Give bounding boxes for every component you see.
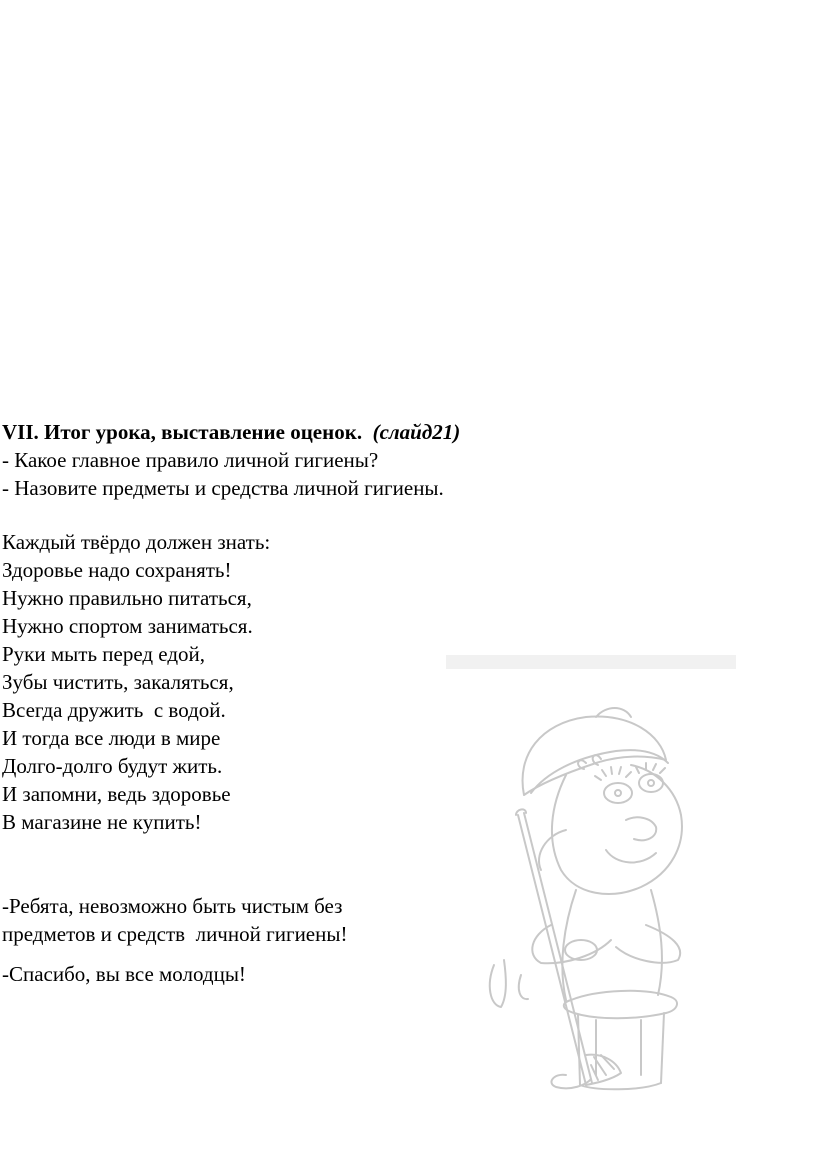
cartoon-illustration [446, 655, 736, 1105]
poem-line-7: Всегда дружить с водой. [2, 698, 226, 722]
section-heading [2, 418, 562, 446]
question-1: - Какое главное правило личной гигиены? [2, 448, 379, 472]
poem-line-11: В магазине не купить! [2, 810, 202, 834]
scan-strip [446, 655, 736, 669]
question-2: - Назовите предметы и средства личной гигиены. [2, 476, 444, 500]
closing-line-2: предметов и средств личной гигиены! [2, 922, 348, 946]
closing-line-1: -Ребята, невозможно быть чистым без [2, 894, 343, 918]
poem-line-6: Зубы чистить, закаляться, [2, 670, 234, 694]
poem-line-8: И тогда все люди в мире [2, 726, 221, 750]
poem-line-1: Каждый твёрдо должен знать: [2, 530, 271, 554]
thanks-line: -Спасибо, вы все молодцы! [2, 962, 246, 986]
heading-main: VII. Итог урока, выставление оценок. [2, 420, 363, 444]
poem-line-3: Нужно правильно питаться, [2, 586, 252, 610]
poem-line-5: Руки мыть перед едой, [2, 642, 206, 666]
poem-line-10: И запомни, ведь здоровье [2, 782, 231, 806]
poem-line-4: Нужно спортом заниматься. [2, 614, 253, 638]
poem-line-9: Долго-долго будут жить. [2, 754, 223, 778]
poem-line-2: Здоровье надо сохранять! [2, 558, 232, 582]
slide-reference: (слайд21) [372, 420, 461, 444]
cartoon-character-icon [446, 655, 736, 1105]
